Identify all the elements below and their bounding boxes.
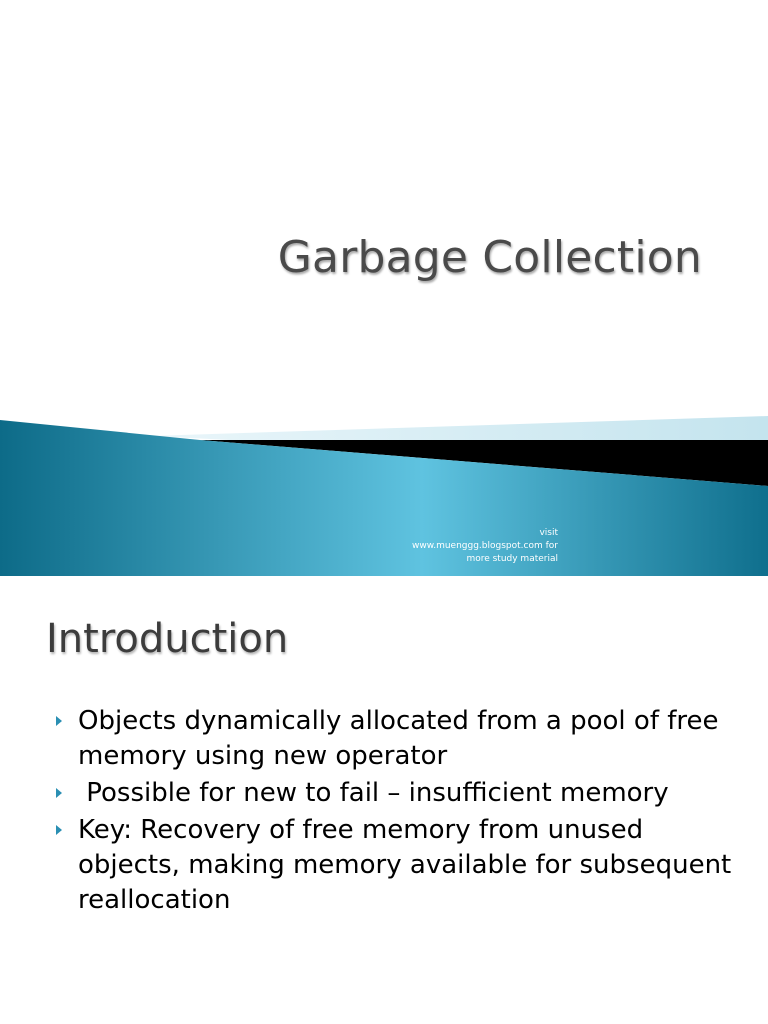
- bullet-text: Objects dynamically allocated from a pool of free memory using new operator: [78, 706, 719, 771]
- slide-heading: Introduction: [46, 616, 289, 662]
- introduction-slide: [0, 576, 768, 1024]
- slide-title: Garbage Collection: [277, 232, 702, 283]
- band-light-strip: [150, 416, 768, 440]
- bullet-text: Possible for new to fail – insufficient memory: [78, 778, 669, 808]
- list-item: [54, 776, 734, 811]
- list-item: [54, 704, 734, 774]
- footer-line-3: more study material: [466, 554, 558, 564]
- footer-note: [358, 527, 558, 566]
- footer-line-2: www.muenggg.blogspot.com for: [411, 541, 558, 551]
- footer-line-1: visit: [539, 528, 558, 538]
- triangle-right-icon: [56, 825, 62, 835]
- list-item: [54, 813, 734, 918]
- triangle-right-icon: [56, 788, 62, 798]
- bullet-text: Key: Recovery of free memory from unused objects, making memory available for subsequent reallocation: [78, 815, 732, 915]
- triangle-right-icon: [56, 716, 62, 726]
- bullet-list: [54, 704, 734, 920]
